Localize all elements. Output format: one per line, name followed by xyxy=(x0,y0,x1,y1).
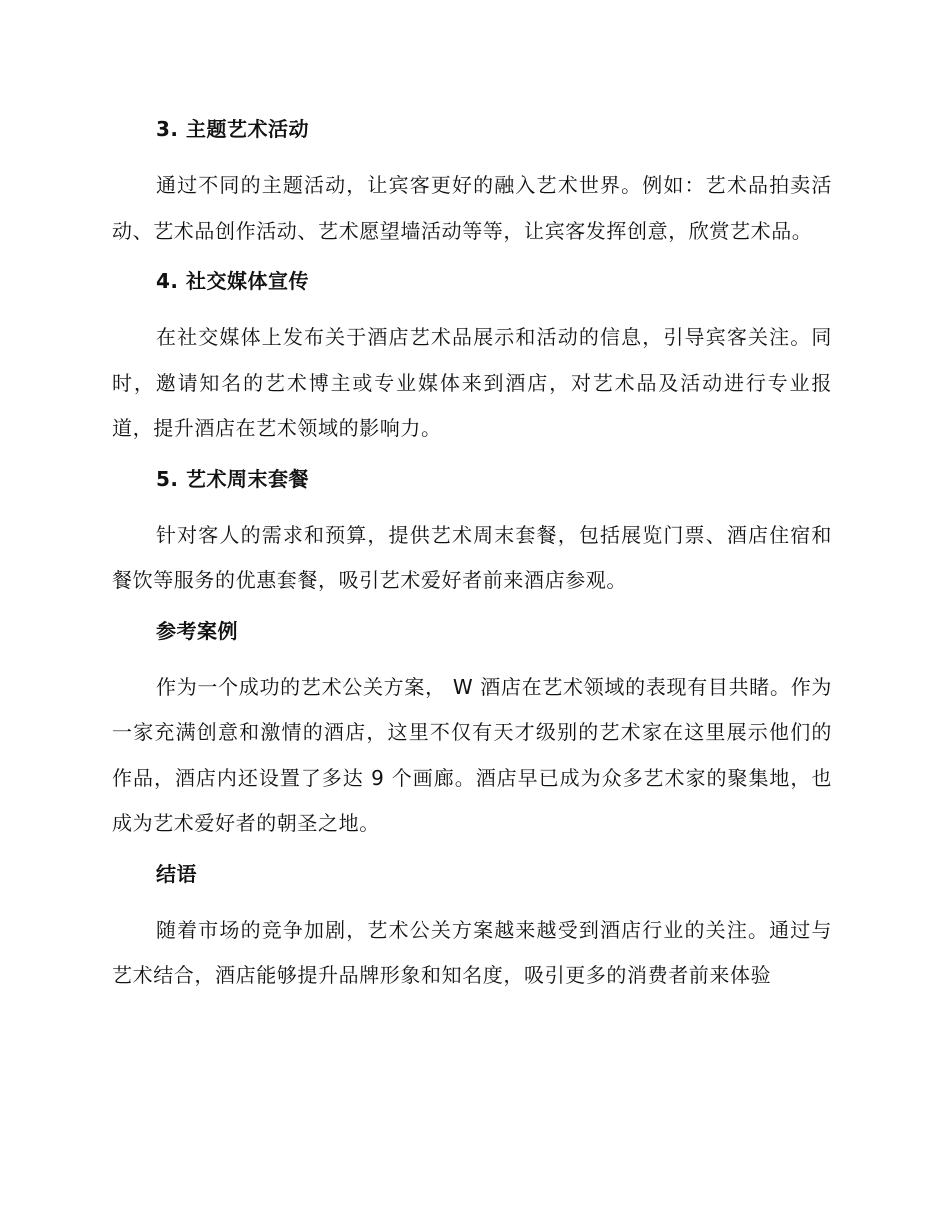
section-heading: 3. 主题艺术活动 xyxy=(156,117,309,141)
section-heading: 结语 xyxy=(156,861,197,886)
section-heading: 4. 社交媒体宣传 xyxy=(156,269,309,293)
section-paragraph: 针对客人的需求和预算，提供艺术周末套餐，包括展览门票、酒店住宿和餐饮等服务的优惠套餐，吸引艺术爱好者前来酒店参观。 xyxy=(112,522,832,592)
section-conclusion xyxy=(112,858,832,999)
section-heading: 5. 艺术周末套餐 xyxy=(156,466,309,491)
section-reference-case xyxy=(112,615,832,847)
section-theme-art-activities xyxy=(112,113,832,254)
section-social-media-promotion xyxy=(112,265,832,452)
section-paragraph: 作为一个成功的艺术公关方案， W 酒店在艺术领域的表现有目共睹。作为一家充满创意和激情的酒店，这里不仅有天才级别的艺术家在这里展示他们的作品，酒店内还设置了多达 9 个画廊。酒店早已成为众多艺术家的聚集地，也成为艺术爱好者的朝圣之地。 xyxy=(112,674,832,835)
section-heading: 参考案例 xyxy=(156,618,238,643)
section-paragraph: 在社交媒体上发布关于酒店艺术品展示和活动的信息，引导宾客关注。同时，邀请知名的艺术博主或专业媒体来到酒店，对艺术品及活动进行专业报道，提升酒店在艺术领域的影响力。 xyxy=(112,325,832,440)
document-content xyxy=(112,113,832,1010)
section-art-weekend-package xyxy=(112,463,832,604)
section-paragraph: 通过不同的主题活动，让宾客更好的融入艺术世界。例如：艺术品拍卖活动、艺术品创作活动、艺术愿望墙活动等等，让宾客发挥创意，欣赏艺术品。 xyxy=(112,173,832,243)
section-paragraph: 随着市场的竞争加剧，艺术公关方案越来越受到酒店行业的关注。通过与艺术结合，酒店能够提升品牌形象和知名度，吸引更多的消费者前来体验 xyxy=(112,917,832,987)
